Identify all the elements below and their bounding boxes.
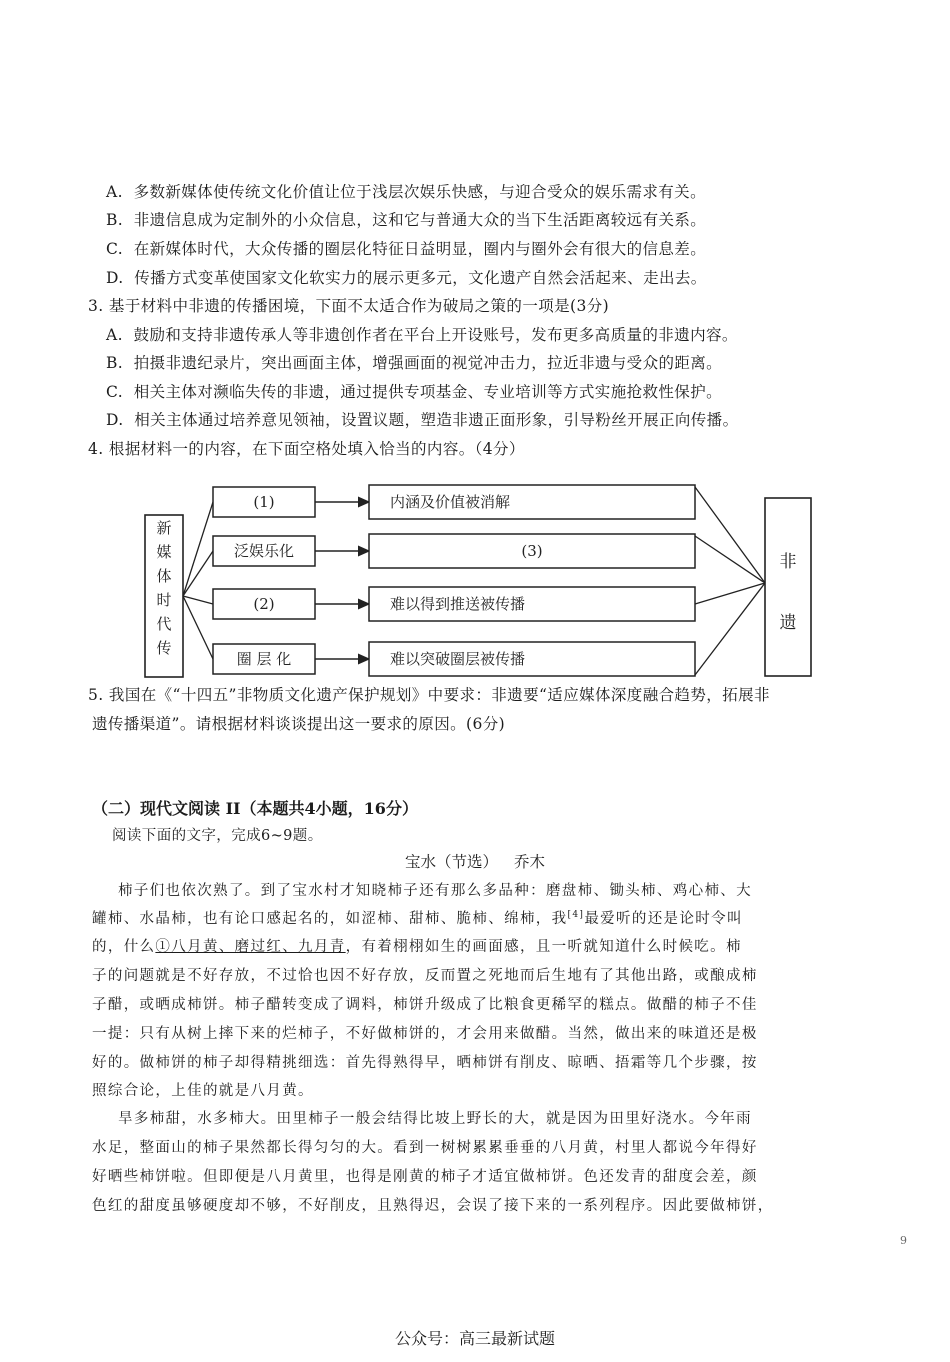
- effect-text: 难以得到推送被传播: [390, 595, 526, 613]
- page-number: 9: [900, 1234, 907, 1247]
- passage-line: 一提：只有从树上摔下来的烂柿子，不好做柿饼的，才会用来做醋。当然，做出来的味道还是极: [92, 1026, 758, 1042]
- q2-option-c: C. 在新媒体时代，大众传播的圈层化特征日益明显，圈内与圈外会有很大的信息差。: [106, 240, 707, 258]
- passage-line: 柿子们也依次熟了。到了宝水村才知晓柿子还有那么多品种：磨盘柿、锄头柿、鸡心柿、大: [118, 883, 752, 899]
- left-box-char: 媒: [156, 543, 172, 561]
- q5-line2: 遗传播渠道”。请根据材料谈谈提出这一要求的原因。(6分): [92, 715, 506, 733]
- left-box-char: 传: [156, 639, 172, 657]
- effect-text: (3): [521, 542, 543, 560]
- cause-text: (2): [253, 595, 275, 613]
- left-box-char: 时: [156, 591, 172, 609]
- passage-line: 色红的甜度虽够硬度却不够，不好削皮，且熟得迟，会误了接下来的一系列程序。因此要做柿饼，: [92, 1198, 774, 1214]
- q5-line1: 5. 我国在《“十四五”非物质文化遗产保护规划》中要求：非遗要“适应媒体深度融合趋势，拓展非: [88, 686, 770, 704]
- section-instruction: 阅读下面的文字，完成6~9题。: [112, 828, 323, 844]
- passage-line: 的，什么①八月黄、磨过红、九月青，有着栩栩如生的画面感，且一听就知道什么时候吃。柿: [92, 939, 742, 955]
- underlined-phrase: ①八月黄、磨过红、九月青: [155, 939, 346, 955]
- q2-option-b: B. 非遗信息成为定制外的小众信息，这和它与普通大众的当下生活距离较远有关系。: [106, 211, 707, 229]
- passage-line: 子的问题就是不好存放，不过恰也因不好存放，反而置之死地而后生地有了其他出路，或酿成柿: [92, 968, 758, 984]
- q4-stem: 4. 根据材料一的内容，在下面空格处填入恰当的内容。（4分）: [88, 440, 525, 458]
- footnote-marker: [4]: [567, 910, 585, 921]
- left-box-char: 代: [156, 615, 172, 633]
- right-box: [765, 498, 811, 676]
- passage-line: 罐柿、水晶柿，也有论口感起名的，如涩柿、甜柿、脆柿、绵柿，我[4]最爱听的还是论时令叫: [92, 910, 743, 927]
- effect-text: 内涵及价值被消解: [390, 493, 511, 511]
- q2-option-d: D. 传播方式变革使国家文化软实力的展示更多元，文化遗产自然会活起来、走出去。: [106, 269, 707, 287]
- q3-option-b: B. 拍摄非遗纪录片，突出画面主体，增强画面的视觉冲击力，拉近非遗与受众的距离。: [106, 354, 723, 372]
- left-box-char: 新: [156, 519, 172, 537]
- q3-option-c: C. 相关主体对濒临失传的非遗，通过提供专项基金、专业培训等方式实施抢救性保护。: [106, 383, 723, 401]
- left-box-char: 体: [156, 567, 172, 585]
- cause-text: 圈 层 化: [236, 650, 292, 668]
- cause-text: 泛娱乐化: [233, 542, 295, 560]
- passage-line: 照综合论，上佳的就是八月黄。: [92, 1083, 314, 1099]
- cause-text: (1): [253, 493, 275, 511]
- q3-option-d: D. 相关主体通过培养意见领袖，设置议题，塑造非遗正面形象，引导粉丝开展正向传播。: [106, 411, 739, 429]
- q3-option-a: A. 鼓励和支持非遗传承人等非遗创作者在平台上开设账号，发布更多高质量的非遗内容。: [106, 326, 738, 344]
- footer-text: 公众号：高三最新试题: [394, 1329, 555, 1348]
- passage-line: 好的。做柿饼的柿子却得精挑细选：首先得熟得早，晒柿饼有削皮、晾晒、捂霜等几个步骤，按: [92, 1055, 758, 1071]
- passage-line: 水足，整面山的柿子果然都长得匀匀的大。看到一树树累累垂垂的八月黄，村里人都说今年得好: [92, 1140, 758, 1156]
- right-box-char: 遗: [779, 613, 797, 633]
- passage-title: [0, 850, 950, 872]
- passage-title-text: 宝水（节选）: [404, 853, 498, 871]
- passage-line: 好晒些柿饼啦。但即便是八月黄里，也得是刚黄的柿子才适宜做柿饼。色还发青的甜度会差，颜: [92, 1169, 758, 1185]
- passage-line: 旱多柿甜，水多柿大。田里柿子一般会结得比坡上野长的大，就是因为田里好浇水。今年雨: [118, 1111, 752, 1127]
- section-heading: （二）现代文阅读 II（本题共4小题，16分）: [92, 799, 418, 818]
- effect-text: 难以突破圈层被传播: [390, 650, 526, 668]
- passage-author: 乔木: [514, 853, 546, 871]
- passage-line: 子醋，或晒成柿饼。柿子醋转变成了调料，柿饼升级成了比粮食更稀罕的糕点。做醋的柿子不佳: [92, 997, 758, 1013]
- right-box-char: 非: [779, 552, 797, 572]
- q2-option-a: A. 多数新媒体使传统文化价值让位于浅层次娱乐快感，与迎合受众的娱乐需求有关。: [106, 183, 706, 201]
- q3-stem: 3. 基于材料中非遗的传播困境，下面不太适合作为破局之策的一项是(3分): [88, 297, 610, 315]
